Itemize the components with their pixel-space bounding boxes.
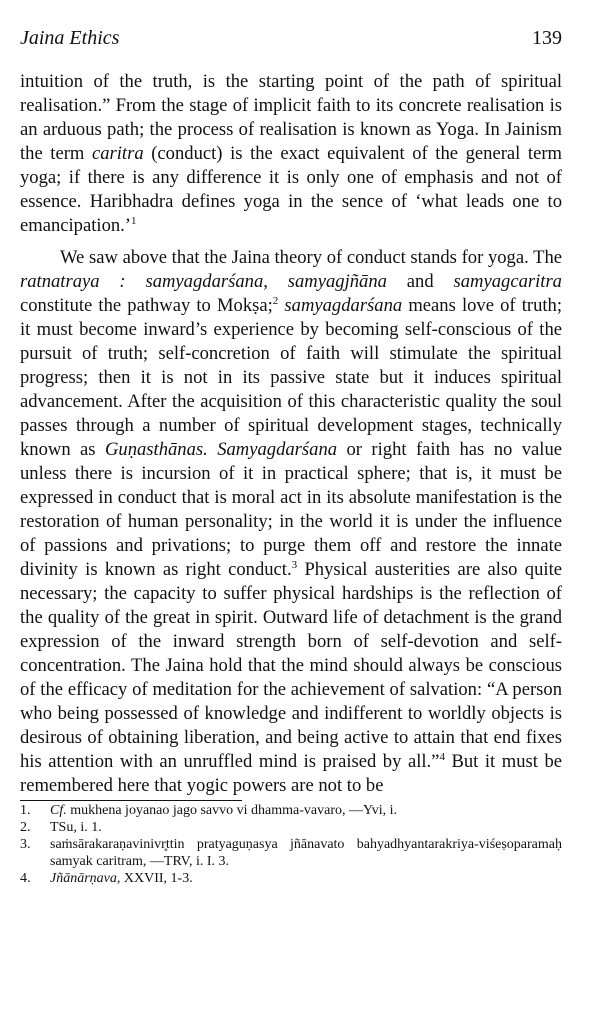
text-run: constitute the pathway to Mokṣa;: [20, 295, 273, 316]
footnote-3: [20, 836, 562, 870]
text-run: samyagcaritra: [453, 271, 562, 292]
running-title: Jaina Ethics: [20, 27, 120, 49]
text-run: mukhena joyanao jago savvo vi dhamma-vavaro, —Yvi, i.: [66, 803, 397, 818]
text-run: means love of truth; it must become inward’s experience by becoming self-conscious of the pursuit of truth; self-concretion of faith will stimulate the spiritual progress; then it is not in its passive state but it induces spiritual advancement. After the acquisition of this characteristic quality the soul passes through a number of spiritual development stages, technically known as: [20, 295, 562, 460]
text-run: Guṇasthānas. Samyagdarśana: [104, 439, 338, 460]
text-run: Cf.: [50, 803, 67, 818]
footnotes: [20, 802, 562, 887]
text-run: Physical austerities are also quite necessary; the capacity to suffer physical hardships is the reflection of the quality of the great in spirit. Outward life of detachment is the grand expression of the inward strength born of self-devotion and self-concentration. The Jaina hold that the mind should always be conscious of the efficacy of meditation for the achievement of salvation: “A person who being possessed of knowledge and indifferent to worldly objects is desirous of obtaining liberation, and being active to attain that end fixes his attention with an unruffled mind is praised by all.”: [20, 559, 562, 772]
text-run: We saw above that the Jaina theory of conduct stands for yoga. The: [60, 247, 562, 268]
footnote-number: 3.: [20, 837, 31, 852]
footnote-marker: 1: [131, 214, 137, 227]
footnote-marker: 4: [439, 750, 445, 763]
paragraph-1: [20, 70, 562, 238]
footnote-text: [50, 802, 562, 819]
text-run: XXVII, 1-3.: [120, 871, 193, 886]
footnote-rule: [20, 800, 242, 801]
text-run: samyagdarśana: [284, 295, 403, 316]
text-run: caritra: [91, 143, 144, 164]
text-run: But it must be remembered here that yogic powers are not to be: [20, 751, 562, 796]
footnote-4: [20, 870, 562, 887]
footnote-number: 1.: [20, 803, 31, 818]
footnote-text: [50, 870, 562, 887]
page-number: 139: [532, 27, 562, 49]
paragraph-2: [20, 246, 562, 798]
body-text: [20, 70, 562, 798]
text-run: intuition of the truth, is the starting point of the path of spiritual realisation.” From the stage of implicit faith to its concrete realisation is an arduous path; the process of realisation is known as Yoga. In Jainism the term: [20, 71, 562, 164]
text-run: and: [386, 271, 454, 292]
footnote-text: [50, 819, 562, 836]
text-run: saṁsārakaraṇavinivr̥ttin pratyaguṇasya jñānavato bahyadhyantarakriya-viśeṣoparamaḥ samyak caritram, —TRV, i. I. 3.: [50, 837, 562, 869]
text-run: or right faith has no value unless there is incursion of it in practical sphere; that is, it must be expressed in conduct that is moral act in its absolute manifestation is the restoration of human personality; in the world it is under the influence of passions and privations; to purge them off and restore the innate divinity is known as right conduct.: [20, 439, 563, 580]
footnote-number: 2.: [20, 820, 31, 835]
footnote-1: [20, 802, 562, 819]
footnote-text: [50, 836, 562, 870]
footnote-2: [20, 819, 562, 836]
text-run: Jñānārṇava,: [50, 871, 121, 886]
footnote-number: 4.: [20, 871, 31, 886]
text-run: (conduct) is the exact equivalent of the general term yoga; if there is any difference it is only one of emphasis and not of essence. Haribhadra defines yoga in the sence of ‘what leads one to emancipation.’: [20, 143, 562, 236]
running-header: [20, 24, 562, 52]
text-run: TSu, i. 1.: [50, 820, 102, 835]
footnote-marker: 3: [291, 558, 298, 571]
footnote-marker: 2: [272, 294, 279, 307]
text-run: ratnatraya : samyagdarśana, samyagjñāna: [20, 271, 387, 292]
